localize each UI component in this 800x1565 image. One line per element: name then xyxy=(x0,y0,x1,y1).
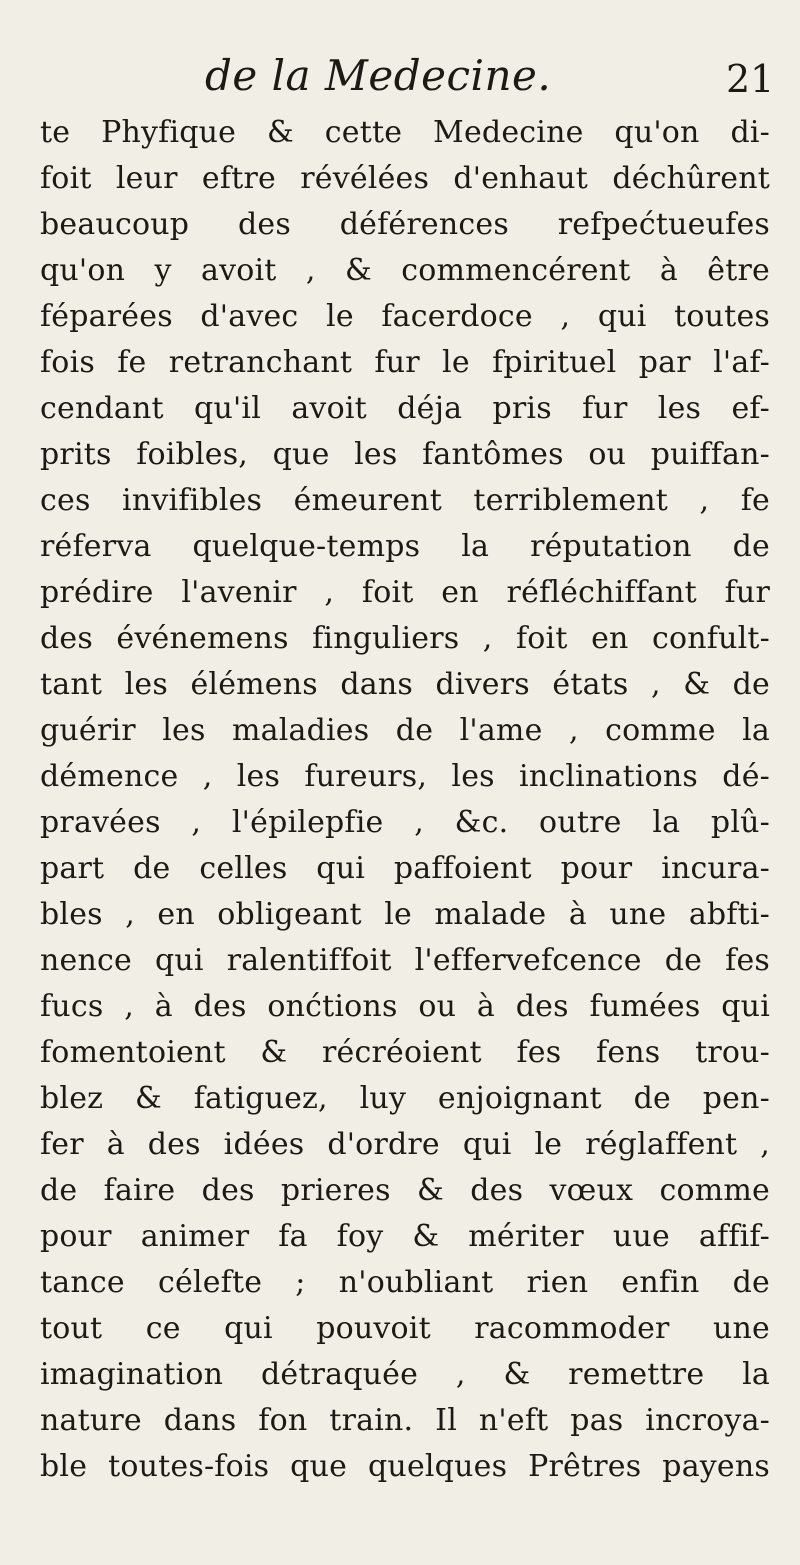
page-number: 21 xyxy=(726,57,775,101)
running-title: de la Medecine. xyxy=(205,51,552,100)
text-line: fois fe retranchant fur le fpirituel par l'af- xyxy=(40,345,770,380)
text-line: qu'on y avoit , & commencérent à être xyxy=(40,253,770,288)
text-line: prits foibles, que les fantômes ou puiffan- xyxy=(40,437,770,472)
text-line: foit leur eftre révélées d'enhaut déchûrent xyxy=(40,161,770,196)
text-line: fucs , à des onćtions ou à des fumées qui xyxy=(40,989,770,1024)
text-line: ble toutes-fois que quelques Prêtres payens xyxy=(40,1449,770,1484)
text-line: pour animer fa foy & mériter uue affif- xyxy=(40,1219,770,1254)
text-line: prédire l'avenir , foit en réfléchiffant fur xyxy=(40,575,770,610)
text-line: de faire des prieres & des vœux comme xyxy=(40,1173,770,1208)
text-line: beaucoup des déférences refpećtueufes xyxy=(40,207,770,242)
page-header xyxy=(0,48,800,108)
text-line: des événemens finguliers , foit en confult- xyxy=(40,621,770,656)
text-line: nence qui ralentiffoit l'effervefcence de fes xyxy=(40,943,770,978)
text-line: féparées d'avec le facerdoce , qui toutes xyxy=(40,299,770,334)
text-line: te Phyfique & cette Medecine qu'on di- xyxy=(40,115,770,150)
text-line: démence , les fureurs, les inclinations dé- xyxy=(40,759,770,794)
text-line: guérir les maladies de l'ame , comme la xyxy=(40,713,770,748)
text-line: part de celles qui paffoient pour incura- xyxy=(40,851,770,886)
text-line: ces invifibles émeurent terriblement , fe xyxy=(40,483,770,518)
text-line: tant les élémens dans divers états , & de xyxy=(40,667,770,702)
body-text xyxy=(40,110,770,1490)
text-line: réferva quelque-temps la réputation de xyxy=(40,529,770,564)
text-line: tance célefte ; n'oubliant rien enfin de xyxy=(40,1265,770,1300)
text-line: fer à des idées d'ordre qui le réglaffent , xyxy=(40,1127,770,1162)
text-line: nature dans fon train. Il n'eft pas incroya- xyxy=(40,1403,770,1438)
text-line: imagination détraquée , & remettre la xyxy=(40,1357,770,1392)
text-line: fomentoient & récréoient fes fens trou- xyxy=(40,1035,770,1070)
text-line: tout ce qui pouvoit racommoder une xyxy=(40,1311,770,1346)
text-line: pravées , l'épilepfie , &c. outre la plû- xyxy=(40,805,770,840)
text-line: bles , en obligeant le malade à une abfti- xyxy=(40,897,770,932)
text-line: blez & fatiguez, luy enjoignant de pen- xyxy=(40,1081,770,1116)
text-line: cendant qu'il avoit déja pris fur les ef- xyxy=(40,391,770,426)
